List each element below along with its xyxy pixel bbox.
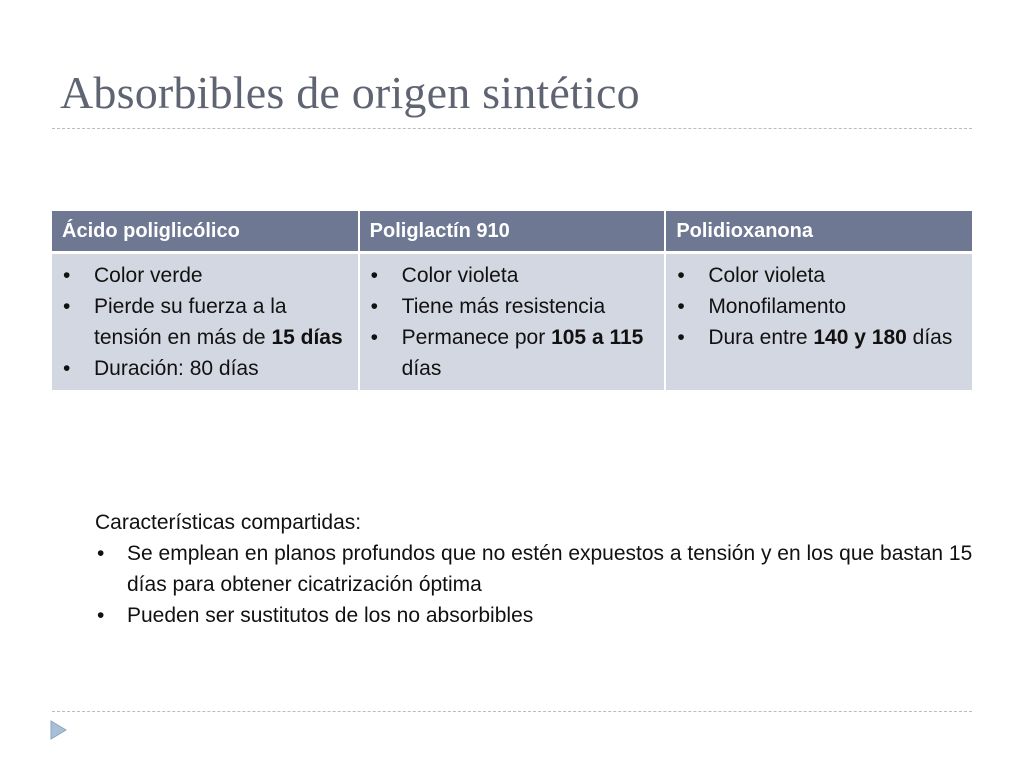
footer-divider	[52, 711, 972, 712]
text-run: Duración: 80 días	[94, 357, 259, 380]
list-item	[368, 260, 657, 291]
list-item	[60, 260, 350, 291]
shared-heading: Características compartidas:	[95, 511, 362, 534]
table-cell	[665, 253, 972, 391]
table-cell	[359, 253, 666, 391]
suture-comparison-table	[52, 211, 972, 390]
text-run: Color violeta	[401, 264, 519, 287]
table-header-row	[52, 211, 972, 253]
property-list	[60, 260, 350, 384]
text-run: días	[906, 326, 953, 349]
property-list	[368, 260, 657, 384]
column-header-acido-poliglicolico: Ácido poliglicólico	[52, 211, 359, 253]
text-run: Color violeta	[708, 264, 826, 287]
shared-characteristics	[95, 507, 975, 631]
list-item	[674, 291, 964, 322]
list-item	[674, 322, 964, 353]
list-item	[674, 260, 964, 291]
list-item	[60, 353, 350, 384]
list-item: • Se emplean en planos profundos que no estén expuestos a tensión y en los que bastan 15 días para obtener cicatrización óptima	[95, 538, 975, 600]
slide-title: Absorbibles de origen sintético	[60, 67, 640, 118]
column-header-polidioxanona: Polidioxanona	[665, 211, 972, 253]
title-divider	[52, 128, 972, 129]
list-item	[60, 291, 350, 353]
text-run: Pierde su fuerza a la tensión en más de	[94, 295, 287, 349]
text-run: Monofilamento	[708, 295, 847, 318]
bold-text: 15 días	[271, 326, 343, 349]
property-list	[674, 260, 964, 353]
triangle-right-icon	[50, 720, 68, 740]
list-item	[368, 322, 657, 384]
table-row	[52, 253, 972, 391]
text-run: días	[401, 357, 442, 380]
text-run: Color verde	[94, 264, 203, 287]
text-run: Tiene más resistencia	[401, 295, 606, 318]
column-header-poliglactin-910: Poliglactín 910	[359, 211, 666, 253]
list-item: • Pueden ser sustitutos de los no absorbibles	[95, 600, 975, 631]
text-run: Permanece por	[401, 326, 552, 349]
shared-list	[95, 538, 975, 631]
table-cell	[52, 253, 359, 391]
list-item	[368, 291, 657, 322]
text-run: Dura entre	[708, 326, 814, 349]
bold-text: 140 y 180	[813, 326, 907, 349]
bold-text: 105 a 115	[551, 326, 644, 349]
